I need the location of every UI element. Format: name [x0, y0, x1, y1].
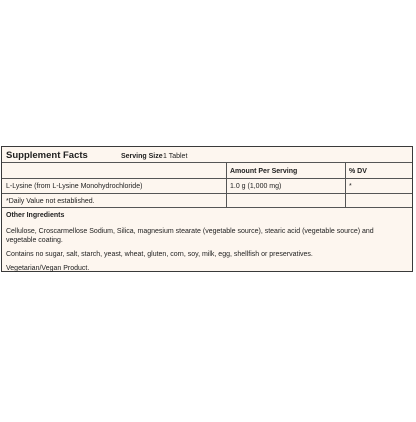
amount-column-divider [226, 163, 227, 207]
other-ingredients-heading: Other Ingredients [6, 212, 65, 219]
panel-title: Supplement Facts [6, 150, 88, 161]
serving-size-label: Serving Size [121, 153, 163, 160]
row-divider [2, 178, 412, 179]
header-divider [2, 162, 412, 163]
amount-column-header: Amount Per Serving [230, 168, 298, 175]
ingredient-amount: 1.0 g (1,000 mg) [230, 183, 282, 190]
vegan-statement: Vegetarian/Vegan Product. [6, 265, 90, 272]
serving-size-value: 1 Tablet [163, 153, 188, 160]
ingredient-name: L-Lysine (from L-Lysine Monohydrochloride) [6, 183, 143, 190]
supplement-facts-panel [1, 146, 413, 272]
daily-value-footnote: *Daily Value not established. [6, 198, 95, 205]
free-of-statement: Contains no sugar, salt, starch, yeast, wheat, gluten, corn, soy, milk, egg, shellfish or preservatives. [6, 251, 313, 258]
other-ingredients-text: Cellulose, Croscarmellose Sodium, Silica, magnesium stearate (vegetable source), stearic acid (vegetable source) and vegetable coating. [6, 228, 374, 244]
dv-column-divider [345, 163, 346, 207]
dv-column-header: % DV [349, 168, 367, 175]
footnote-divider [2, 207, 412, 208]
row-divider [2, 193, 412, 194]
ingredient-dv: * [349, 183, 352, 190]
